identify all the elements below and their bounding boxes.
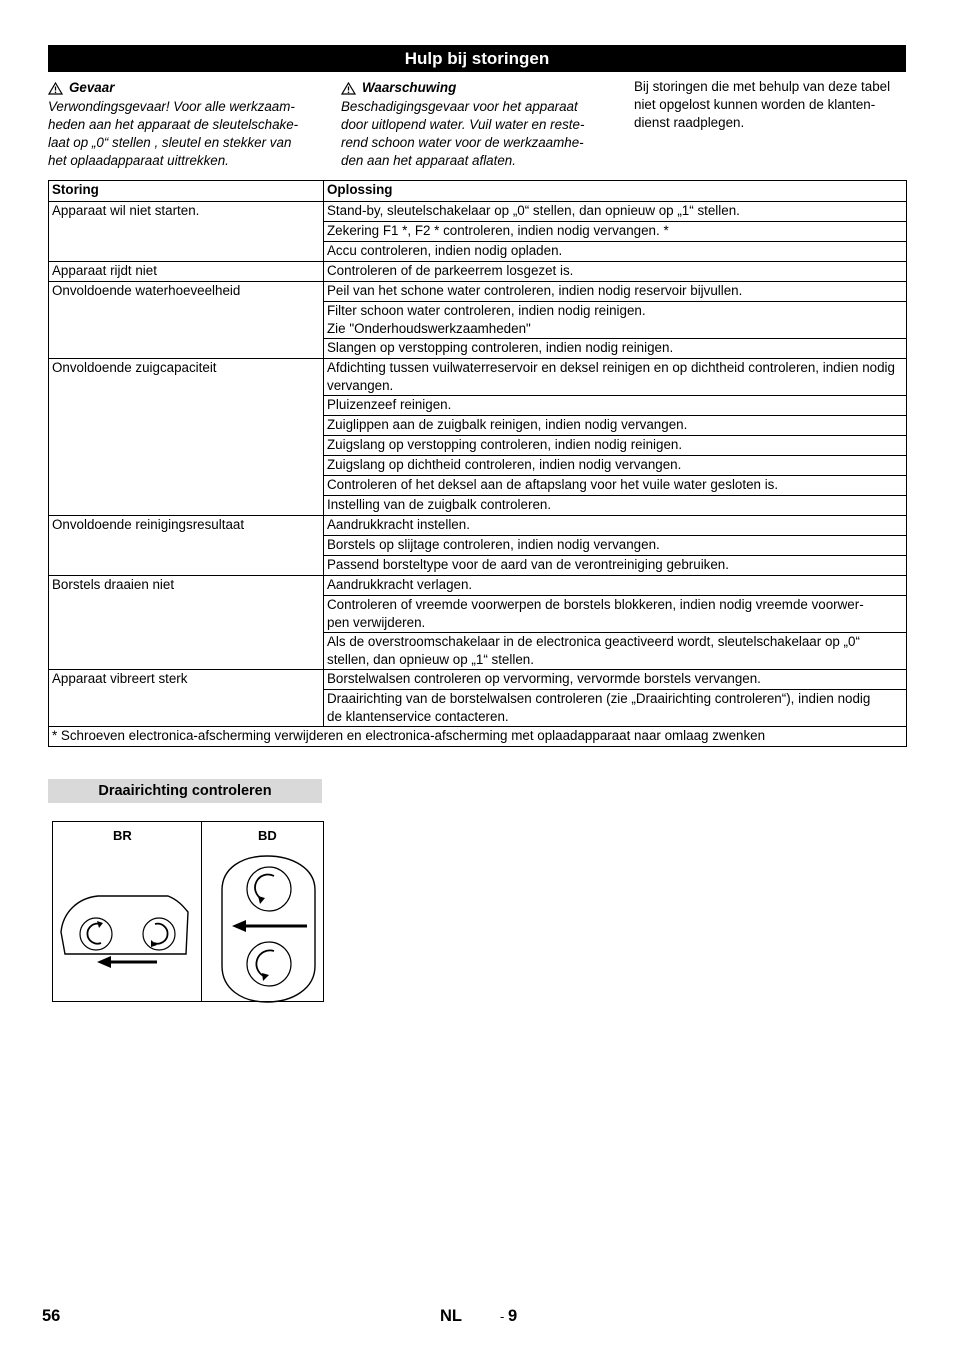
rotation-diagram [52,821,324,1002]
fault-cell: Borstels draaien niet [49,576,324,670]
page-number: 56 [42,1307,61,1325]
troubleshooting-table [48,180,907,747]
fault-cell: Apparaat vibreert sterk [49,670,324,727]
fault-cell: Onvoldoende zuigcapaciteit [49,359,324,516]
solution-cell: Aandrukkracht instellen. [324,516,907,536]
solution-cell: Filter schoon water controleren, indien nodig reinigen. Zie "Onderhoudswerkzaamheden" [324,302,907,339]
page-title: Hulp bij storingen [48,45,906,72]
warning-heading [341,78,616,98]
table-footnote: * Schroeven electronica-afscherming verwijderen en electronica-afscherming met oplaadapparaat naar omlaag zwenken [49,727,907,747]
table-row [49,516,907,536]
warning-triangle-icon [341,82,356,95]
solution-cell: Zuiglippen aan de zuigbalk reinigen, indien nodig vervangen. [324,416,907,436]
section-number: 9 [508,1307,518,1325]
service-note: Bij storingen die met behulp van deze tabel niet opgelost kunnen worden de klanten- dienst raadplegen. [634,79,891,130]
solution-column-header: Oplossing [324,181,907,202]
danger-text: Verwondingsgevaar! Voor alle werkzaam- heden aan het apparaat de sleutelschake- laat op „0“ stellen , sleutel en stekker van het oplaadapparaat uittrekken. [48,99,299,168]
solution-cell: Pluizenzeef reinigen. [324,396,907,416]
table-row [49,670,907,690]
fault-cell: Apparaat rijdt niet [49,262,324,282]
table-row [49,576,907,596]
solution-cell: Instelling van de zuigbalk controleren. [324,496,907,516]
solution-cell: Zuigslang op verstopping controleren, indien nodig reinigen. [324,436,907,456]
warning-notice [341,78,616,170]
br-label: BR [113,828,132,843]
solution-cell: Aandrukkracht verlagen. [324,576,907,596]
footnote-row [49,727,907,747]
fault-column-header: Storing [49,181,324,202]
solution-cell: Als de overstroomschakelaar in de electronica geactiveerd wordt, sleutelschakelaar op „0“ stellen, dan opnieuw op „1“ stellen. [324,633,907,670]
language-code: NL [440,1307,462,1325]
solution-cell: Zekering F1 *, F2 * controleren, indien nodig vervangen. * [324,222,907,242]
solution-cell: Controleren of vreemde voorwerpen de borstels blokkeren, indien nodig vreemde voorwer- pen verwijderen. [324,596,907,633]
bd-brush-diagram [202,854,324,1004]
table-row [49,262,907,282]
warning-text: Beschadigingsgevaar voor het apparaat door uitlopend water. Vuil water en reste- rend schoon water voor de werkzaamhe- den aan het apparaat aflaten. [341,99,585,168]
danger-notice [48,78,323,170]
solution-cell: Controleren of de parkeerrem losgezet is. [324,262,907,282]
solution-cell: Afdichting tussen vuilwaterreservoir en deksel reinigen en op dichtheid controleren, indien nodig vervangen. [324,359,907,396]
section-heading: Draairichting controleren [48,779,322,803]
solution-cell: Slangen op verstopping controleren, indien nodig reinigen. [324,339,907,359]
solution-cell: Peil van het schone water controleren, indien nodig reservoir bijvullen. [324,282,907,302]
fault-cell: Onvoldoende reinigingsresultaat [49,516,324,576]
fault-cell: Apparaat wil niet starten. [49,202,324,262]
solution-cell: Zuigslang op dichtheid controleren, indien nodig vervangen. [324,456,907,476]
table-row [49,359,907,396]
br-brush-diagram [53,860,201,1000]
table-row [49,282,907,302]
solution-cell: Accu controleren, indien nodig opladen. [324,242,907,262]
footer-separator: - [500,1309,505,1324]
danger-title: Gevaar [69,80,115,95]
solution-cell: Stand-by, sleutelschakelaar op „0“ stellen, dan opnieuw op „1“ stellen. [324,202,907,222]
danger-heading [48,78,323,98]
warning-triangle-icon [48,82,63,95]
table-row [49,202,907,222]
solution-cell: Borstelwalsen controleren op vervorming, vervormde borstels vervangen. [324,670,907,690]
warning-title: Waarschuwing [362,80,457,95]
solution-cell: Borstels op slijtage controleren, indien nodig vervangen. [324,536,907,556]
solution-cell: Controleren of het deksel aan de aftapslang voor het vuile water gesloten is. [324,476,907,496]
fault-cell: Onvoldoende waterhoeveelheid [49,282,324,359]
solution-cell: Draairichting van de borstelwalsen controleren (zie „Draairichting controleren“), indien nodig de klantenservice contacteren. [324,690,907,727]
solution-cell: Passend borsteltype voor de aard van de verontreiniging gebruiken. [324,556,907,576]
table-header-row [49,181,907,202]
bd-label: BD [258,828,277,843]
